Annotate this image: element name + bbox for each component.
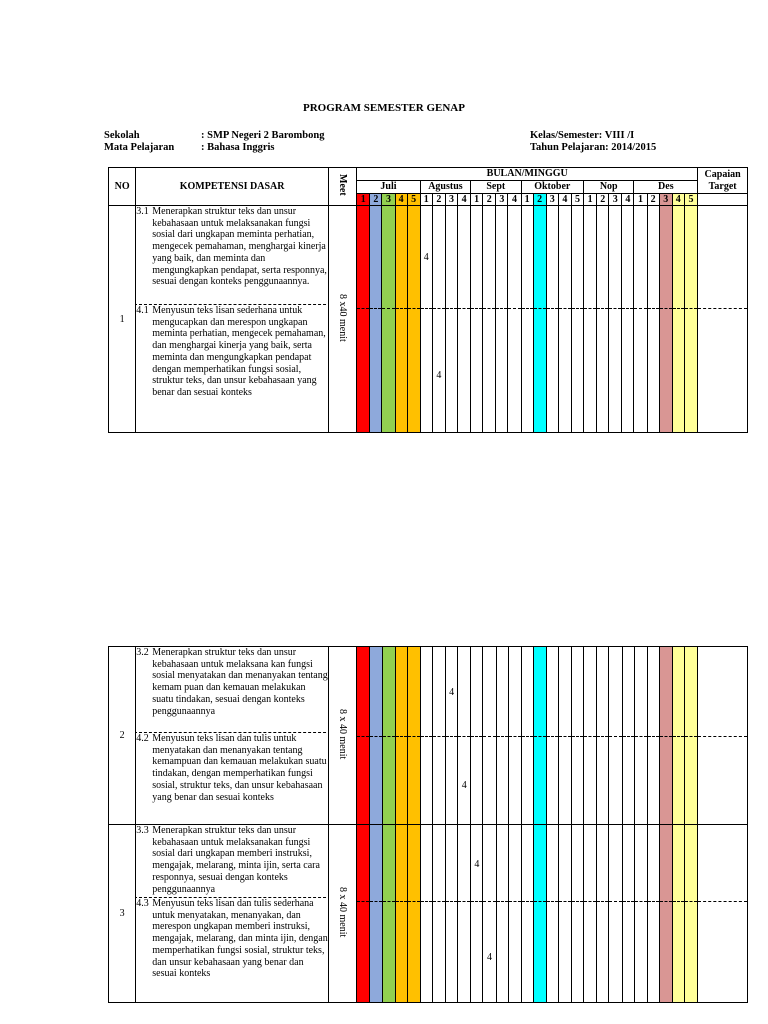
- col-header-bulan: BULAN/MINGGU: [357, 168, 698, 181]
- week-cell: [458, 825, 471, 1003]
- item-divider: [673, 736, 684, 737]
- item-divider: [698, 308, 747, 309]
- week-cell: [471, 825, 483, 1003]
- item-divider: [623, 901, 634, 902]
- week-cell: [407, 206, 420, 433]
- item-divider: [559, 901, 571, 902]
- week-cell: [407, 825, 420, 1003]
- kompetensi-item: [136, 647, 328, 732]
- item-divider: [534, 308, 546, 309]
- week-header: 2: [647, 194, 659, 206]
- item-divider: [509, 736, 521, 737]
- week-header: 2: [432, 194, 445, 206]
- week-cell: [559, 825, 572, 1003]
- kd-number: 3.2: [136, 647, 149, 658]
- item-divider: [471, 308, 482, 309]
- week-cell: [558, 206, 571, 433]
- week-cell: [483, 647, 496, 825]
- month-header: Oktober: [521, 181, 584, 194]
- week-header: 1: [584, 194, 597, 206]
- week-mark: 4: [449, 687, 455, 698]
- item-divider: [382, 308, 394, 309]
- item-divider: [534, 901, 546, 902]
- meet-duration: 8 x40 menit: [337, 293, 349, 342]
- week-mark: 4: [461, 780, 467, 791]
- item-divider: [572, 901, 583, 902]
- item-divider: [433, 308, 445, 309]
- week-cell: [609, 647, 622, 825]
- item-divider: [547, 308, 558, 309]
- row-number: 3: [109, 825, 136, 1003]
- item-divider: [660, 736, 672, 737]
- item-divider: [622, 308, 633, 309]
- item-divider: [396, 308, 407, 309]
- week-cell: [597, 206, 609, 433]
- item-divider: [357, 308, 369, 309]
- kd-text: Menyusun teks lisan dan tulis untuk menyatakan dan menanyakan tentang kemampuan dan kemauan melakukan suatu tindakan, dengan memperhatikan fungsi sosial, struktur teks, dan unsur kebahasaan yang benar dan sesuai konteks: [152, 733, 327, 803]
- week-cell: [395, 206, 407, 433]
- item-divider: [522, 308, 533, 309]
- week-cell: [609, 206, 622, 433]
- item-divider: [370, 901, 381, 902]
- week-header: 4: [458, 194, 471, 206]
- item-divider: [685, 308, 697, 309]
- item-divider: [698, 901, 747, 902]
- item-divider: [559, 308, 571, 309]
- item-divider: [609, 736, 621, 737]
- week-mark: 4: [423, 252, 429, 263]
- week-cell: [622, 825, 634, 1003]
- month-header: Sept: [471, 181, 521, 194]
- week-cell: [685, 647, 698, 825]
- week-cell: [533, 647, 546, 825]
- week-cell: [546, 647, 558, 825]
- week-cell: [659, 825, 672, 1003]
- kd-number: 4.1: [136, 305, 149, 316]
- week-header: 3: [445, 194, 457, 206]
- kd-number: 3.1: [136, 206, 149, 217]
- week-cell: [357, 206, 370, 433]
- week-cell: [446, 825, 458, 1003]
- week-cell: [609, 825, 622, 1003]
- kelas-semester: Kelas/Semester: VIII /I: [530, 130, 635, 141]
- week-cell: [420, 825, 432, 1003]
- item-divider: [357, 736, 369, 737]
- mapel-label: Mata Pelajaran: [104, 142, 175, 153]
- week-header: 3: [546, 194, 558, 206]
- item-divider: [458, 308, 470, 309]
- item-divider: [673, 901, 684, 902]
- col-header-kompetensi: KOMPETENSI DASAR: [136, 168, 329, 206]
- item-divider: [623, 736, 634, 737]
- kd-number: 4.3: [136, 898, 149, 909]
- kd-text: Menyusun teks lisan sederhana untuk mengucapkan dan merespon ungkapan meminta perhatian, mengecek pemahaman, dan menghargai kinerja yang baik, serta meminta dan mengungkapkan pendapat dengan memperhatikan fungsi sosial, struktur teks, dan unsur kebahasaan yang benar dan sesuai konteks: [152, 305, 326, 398]
- week-cell: [496, 647, 508, 825]
- week-header: 3: [609, 194, 622, 206]
- week-header: 2: [533, 194, 546, 206]
- week-header: 5: [407, 194, 420, 206]
- week-cell: [357, 647, 370, 825]
- week-cell: [584, 647, 597, 825]
- week-cell: [597, 647, 609, 825]
- week-cell: [458, 206, 471, 433]
- item-divider: [547, 736, 558, 737]
- week-cell: [647, 206, 659, 433]
- item-divider: [497, 901, 508, 902]
- kd-text: Menerapkan struktur teks dan unsur kebahasaan untuk melaksanakan fungsi sosial dari ungkapan memberi instruksi, mengajak, melarang, minta ijin, serta cara responnya, sesuai dengan konteks penggunaannya: [152, 825, 320, 895]
- week-cell: [395, 825, 407, 1003]
- kompetensi-item: [136, 305, 328, 399]
- week-cell: [382, 825, 395, 1003]
- week-header: 4: [395, 194, 407, 206]
- week-cell: [521, 206, 533, 433]
- item-divider: [408, 736, 420, 737]
- item-divider: [483, 308, 495, 309]
- capaian-cell: [698, 825, 748, 1003]
- item-divider: [509, 901, 521, 902]
- week-header: 3: [659, 194, 672, 206]
- item-divider: [609, 308, 621, 309]
- week-header: 5: [684, 194, 697, 206]
- item-divider: [522, 736, 533, 737]
- week-header: 1: [521, 194, 533, 206]
- week-cell: [584, 825, 597, 1003]
- week-cell: [420, 647, 432, 825]
- item-divider: [446, 736, 457, 737]
- week-cell: [584, 206, 597, 433]
- item-divider: [660, 308, 672, 309]
- week-cell: [659, 206, 672, 433]
- item-divider: [508, 308, 520, 309]
- item-divider: [572, 736, 583, 737]
- week-cell: [395, 647, 407, 825]
- kompetensi-cell: [136, 206, 329, 433]
- week-cell: [597, 825, 609, 1003]
- week-cell: [496, 825, 508, 1003]
- week-cell: [370, 825, 382, 1003]
- week-cell: [471, 647, 483, 825]
- month-header: Des: [634, 181, 698, 194]
- week-cell: [496, 206, 508, 433]
- week-cell: [508, 647, 521, 825]
- item-divider: [471, 901, 482, 902]
- week-header: 1: [634, 194, 647, 206]
- week-header: 3: [382, 194, 395, 206]
- item-divider: [635, 901, 647, 902]
- week-cell: [546, 825, 558, 1003]
- week-cell: [407, 647, 420, 825]
- tahun-pelajaran: Tahun Pelajaran: 2014/2015: [530, 142, 657, 153]
- kompetensi-item: [136, 898, 328, 980]
- item-divider: [685, 901, 697, 902]
- item-divider: [496, 308, 507, 309]
- week-header: 2: [483, 194, 496, 206]
- kompetensi-cell: [136, 647, 329, 825]
- row-number: 1: [109, 206, 136, 433]
- item-divider: [421, 308, 432, 309]
- item-divider: [597, 308, 608, 309]
- week-cell: [572, 647, 584, 825]
- kompetensi-item: [136, 733, 328, 803]
- kompetensi-item: [136, 206, 328, 304]
- week-cell: [432, 647, 445, 825]
- week-cell: [546, 206, 558, 433]
- week-cell: [559, 647, 572, 825]
- meet-duration: 8 x 40 menit: [337, 886, 349, 938]
- item-divider: [370, 308, 381, 309]
- month-header: Agustus: [420, 181, 470, 194]
- week-header: 4: [508, 194, 521, 206]
- kd-text: Menerapkan struktur teks dan unsur kebahasaan untuk melaksanakan fungsi sosial dari ungkapan meminta perhatian, mengecek pemahaman, menghargai kinerja yang baik, dan meminta dan mengungkapkan pendapat, serta responnya, sesuai dengan konteks penggunaannya.: [152, 206, 327, 288]
- week-cell: [533, 825, 546, 1003]
- item-divider: [370, 736, 381, 737]
- week-cell: [382, 206, 395, 433]
- week-cell: [571, 206, 583, 433]
- item-divider: [635, 736, 647, 737]
- week-mark: 4: [474, 859, 480, 870]
- week-cell: [521, 647, 533, 825]
- item-divider: [698, 736, 747, 737]
- week-cell: [673, 647, 685, 825]
- week-cell: [622, 206, 634, 433]
- week-cell: [432, 825, 445, 1003]
- item-divider: [660, 901, 672, 902]
- week-cell: [445, 206, 457, 433]
- item-divider: [559, 736, 571, 737]
- week-cell: [471, 206, 483, 433]
- week-cell: [685, 825, 698, 1003]
- week-cell: [357, 825, 370, 1003]
- week-cell: [446, 647, 458, 825]
- week-cell: [659, 647, 672, 825]
- week-cell: [533, 206, 546, 433]
- week-cell: [483, 206, 496, 433]
- table-row: [109, 647, 748, 825]
- item-divider: [648, 308, 659, 309]
- item-divider: [383, 901, 395, 902]
- item-divider: [471, 736, 482, 737]
- week-cell: [458, 647, 471, 825]
- week-cell: [382, 647, 395, 825]
- kd-number: 4.2: [136, 733, 149, 744]
- item-divider: [433, 901, 445, 902]
- week-header: 5: [571, 194, 583, 206]
- sekolah-value: : SMP Negeri 2 Barombong: [201, 130, 325, 141]
- item-divider: [572, 308, 583, 309]
- meet-duration: 8 x 40 menit: [337, 708, 349, 760]
- week-mark: 4: [486, 952, 492, 963]
- item-divider: [483, 901, 495, 902]
- item-divider: [597, 901, 608, 902]
- item-divider: [584, 308, 596, 309]
- row-number: 2: [109, 647, 136, 825]
- item-divider: [396, 901, 407, 902]
- item-divider: [421, 736, 432, 737]
- item-divider: [597, 736, 608, 737]
- sekolah-label: Sekolah: [104, 130, 140, 141]
- item-divider: [446, 901, 457, 902]
- week-header: 2: [370, 194, 382, 206]
- week-cell: [647, 825, 659, 1003]
- week-header: 2: [597, 194, 609, 206]
- item-divider: [584, 901, 596, 902]
- week-header: 1: [471, 194, 483, 206]
- month-header: Juli: [357, 181, 421, 194]
- item-divider: [685, 736, 697, 737]
- page-title: PROGRAM SEMESTER GENAP: [303, 102, 465, 114]
- item-divider: [408, 308, 420, 309]
- week-cell: [572, 825, 584, 1003]
- week-cell: [634, 206, 647, 433]
- table-row: [109, 825, 748, 1003]
- week-mark: 4: [436, 370, 442, 381]
- kd-text: Menyusun teks lisan dan tulis sederhana untuk menyatakan, menanyakan, dan merespon ungkapan memberi instruksi, mengajak, melarang, dan minta ijin, dengan memperhatikan fungsi sosial, struktur teks, dan unsur kebahasaan yang benar dan sesuai konteks: [152, 898, 328, 980]
- item-divider: [534, 736, 546, 737]
- item-divider: [458, 736, 470, 737]
- mapel-value: : Bahasa Inggris: [201, 142, 275, 153]
- week-cell: [432, 206, 445, 433]
- item-divider: [357, 901, 369, 902]
- table-row: [109, 206, 748, 433]
- col-header-meet: [328, 168, 356, 206]
- item-divider: [634, 308, 646, 309]
- week-cell: [647, 647, 659, 825]
- kompetensi-item: [136, 825, 328, 897]
- week-cell: [622, 647, 634, 825]
- kompetensi-cell: [136, 825, 329, 1003]
- col-header-no: NO: [109, 168, 136, 206]
- item-divider: [648, 736, 659, 737]
- item-divider: [483, 736, 495, 737]
- item-divider: [673, 308, 684, 309]
- program-table-1: [108, 167, 748, 433]
- week-header: 4: [672, 194, 684, 206]
- program-table-2: [108, 646, 748, 1003]
- item-divider: [458, 901, 470, 902]
- week-header: 4: [558, 194, 571, 206]
- week-header: 1: [420, 194, 432, 206]
- meet-cell: [329, 647, 357, 825]
- item-divider: [609, 901, 621, 902]
- capaian-cell: [698, 206, 748, 433]
- item-divider: [648, 901, 659, 902]
- item-divider: [383, 736, 395, 737]
- kd-number: 3.3: [136, 825, 149, 836]
- meet-cell: [329, 825, 357, 1003]
- week-cell: [420, 206, 432, 433]
- week-cell: [370, 647, 382, 825]
- week-cell: [673, 825, 685, 1003]
- week-cell: [508, 206, 521, 433]
- week-cell: [521, 825, 533, 1003]
- item-divider: [433, 736, 445, 737]
- week-cell: [483, 825, 496, 1003]
- col-header-capaian: Capaian Target: [698, 168, 748, 194]
- item-divider: [547, 901, 558, 902]
- week-header: 4: [622, 194, 634, 206]
- item-divider: [396, 736, 407, 737]
- item-divider: [522, 901, 533, 902]
- capaian-cell: [698, 647, 748, 825]
- week-header: 3: [496, 194, 508, 206]
- item-divider: [584, 736, 596, 737]
- week-cell: [672, 206, 684, 433]
- item-divider: [421, 901, 432, 902]
- week-cell: [634, 647, 647, 825]
- item-divider: [497, 736, 508, 737]
- week-header: 1: [357, 194, 370, 206]
- week-cell: [634, 825, 647, 1003]
- week-cell: [684, 206, 697, 433]
- capaian-blank: [698, 194, 748, 206]
- week-cell: [508, 825, 521, 1003]
- month-header: Nop: [584, 181, 634, 194]
- kd-text: Menerapkan struktur teks dan unsur kebahasaan untuk melaksana kan fungsi sosial menyatakan dan menanyakan tentang kemam puan dan kemauan melakukan suatu tindakan, sesuai dengan konteks penggunaannya: [152, 647, 328, 717]
- item-divider: [446, 308, 457, 309]
- week-cell: [370, 206, 382, 433]
- meet-cell: [328, 206, 356, 433]
- item-divider: [408, 901, 420, 902]
- meet-label: Meet: [337, 174, 349, 196]
